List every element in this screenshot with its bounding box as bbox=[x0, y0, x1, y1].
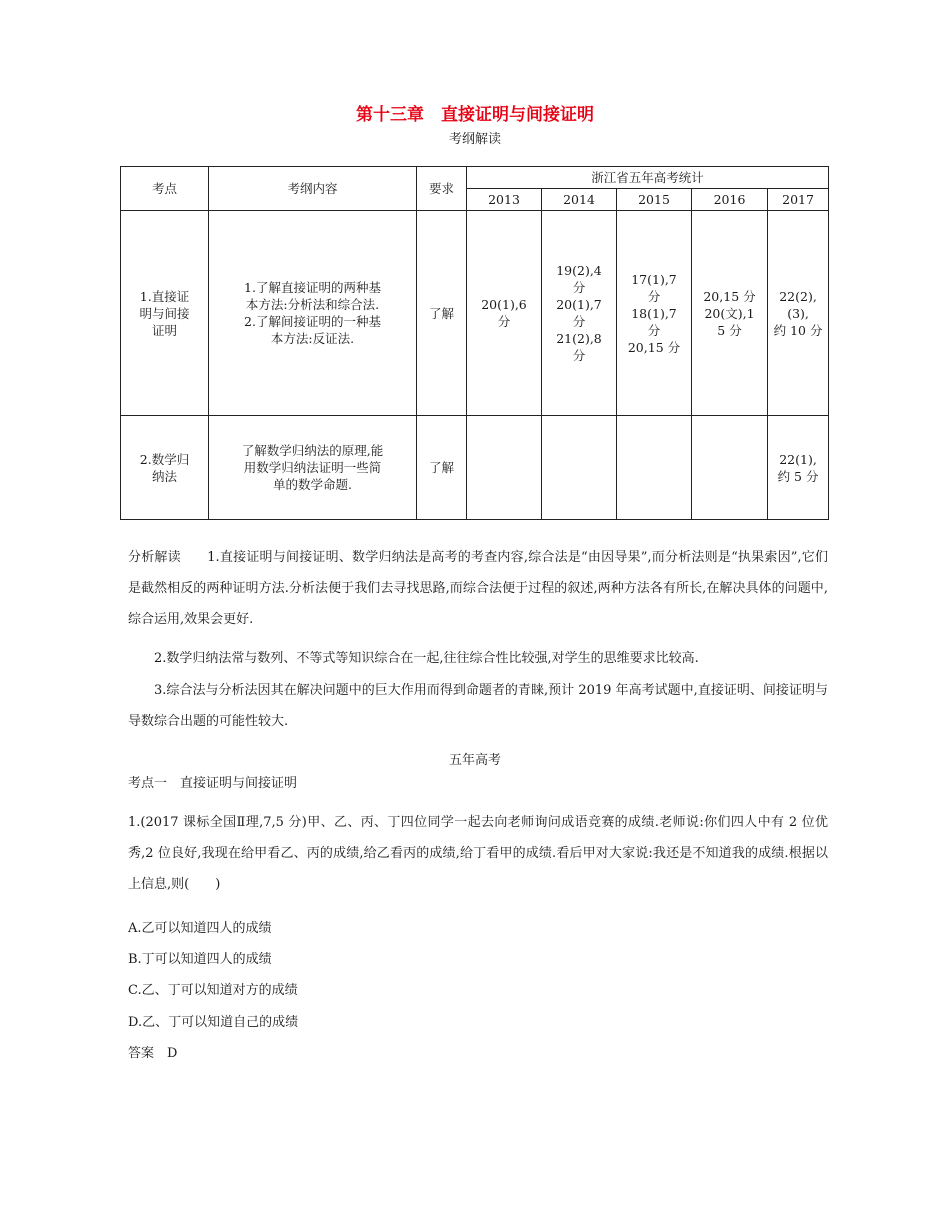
analysis-paragraph-3: 3.综合法与分析法因其在解决问题中的巨大作用而得到命题者的青睐,预计 2019 年高考试题中,直接证明、间接证明与导数综合出题的可能性较大. bbox=[128, 683, 828, 729]
header-year-2017: 2017 bbox=[768, 189, 829, 211]
option-b: B.丁可以知道四人的成绩 bbox=[128, 952, 272, 967]
row1-yaoqiu: 了解 bbox=[417, 211, 467, 416]
table-row bbox=[121, 211, 829, 416]
header-year-2013: 2013 bbox=[467, 189, 542, 211]
row1-2017: 22(2), (3), 约 10 分 bbox=[768, 211, 829, 416]
header-yaoqiu: 要求 bbox=[417, 167, 467, 211]
row1-2015: 17(1),7 分 18(1),7 分 20,15 分 bbox=[617, 211, 692, 416]
row2-neirong: 了解数学归纳法的原理,能 用数学归纳法证明一些简 单的数学命题. bbox=[209, 416, 417, 520]
header-year-2015: 2015 bbox=[617, 189, 692, 211]
row2-kaodian: 2.数学归 纳法 bbox=[121, 416, 209, 520]
option-c: C.乙、丁可以知道对方的成绩 bbox=[128, 983, 298, 998]
row2-2016 bbox=[692, 416, 768, 520]
header-year-2016: 2016 bbox=[692, 189, 768, 211]
answer: 答案 D bbox=[128, 1046, 178, 1061]
header-year-2014: 2014 bbox=[542, 189, 617, 211]
row1-neirong: 1.了解直接证明的两种基 本方法:分析法和综合法. 2.了解间接证明的一种基 本方法:反证法. bbox=[209, 211, 417, 416]
row2-2014 bbox=[542, 416, 617, 520]
header-kaodian: 考点 bbox=[121, 167, 209, 211]
row1-2016: 20,15 分 20(文),1 5 分 bbox=[692, 211, 768, 416]
row2-2013 bbox=[467, 416, 542, 520]
kaodian-title: 考点一 直接证明与间接证明 bbox=[128, 776, 298, 791]
option-a: A.乙可以知道四人的成绩 bbox=[128, 921, 272, 936]
row1-kaodian: 1.直接证 明与间接 证明 bbox=[121, 211, 209, 416]
option-d: D.乙、丁可以知道自己的成绩 bbox=[128, 1015, 299, 1030]
syllabus-table bbox=[120, 166, 829, 520]
question-stem: 1.(2017 课标全国Ⅱ理,7,5 分)甲、乙、丙、丁四位同学一起去向老师询问成语竞赛的成绩.老师说:你们四人中有 2 位优秀,2 位良好,我现在给甲看乙、丙的成绩,给乙看丙的成绩,给丁看甲的成绩.看后甲对大家说:我还是不知道我的成绩.根据以上信息,则( ) bbox=[128, 815, 828, 892]
row1-2014: 19(2),4 分 20(1),7 分 21(2),8 分 bbox=[542, 211, 617, 416]
row1-2013: 20(1),6 分 bbox=[467, 211, 542, 416]
row2-2017: 22(1), 约 5 分 bbox=[768, 416, 829, 520]
row2-yaoqiu: 了解 bbox=[417, 416, 467, 520]
chapter-title: 第十三章 直接证明与间接证明 bbox=[356, 105, 594, 125]
section-title: 五年高考 bbox=[448, 753, 501, 768]
header-neirong: 考纲内容 bbox=[209, 167, 417, 211]
header-stats: 浙江省五年高考统计 bbox=[467, 167, 829, 189]
table-row bbox=[121, 416, 829, 520]
row2-2015 bbox=[617, 416, 692, 520]
analysis-paragraph-2: 2.数学归纳法常与数列、不等式等知识综合在一起,往往综合性比较强,对学生的思维要求比较高. bbox=[154, 651, 699, 666]
syllabus-subtitle: 考纲解读 bbox=[448, 132, 501, 147]
analysis-paragraph-1: 分析解读 1.直接证明与间接证明、数学归纳法是高考的考查内容,综合法是“由因导果”,而分析法则是“执果索因”,它们是截然相反的两种证明方法.分析法便于我们去寻找思路,而综合法便于过程的叙述,两种方法各有所长,在解决具体的问题中,综合运用,效果会更好. bbox=[128, 550, 828, 627]
